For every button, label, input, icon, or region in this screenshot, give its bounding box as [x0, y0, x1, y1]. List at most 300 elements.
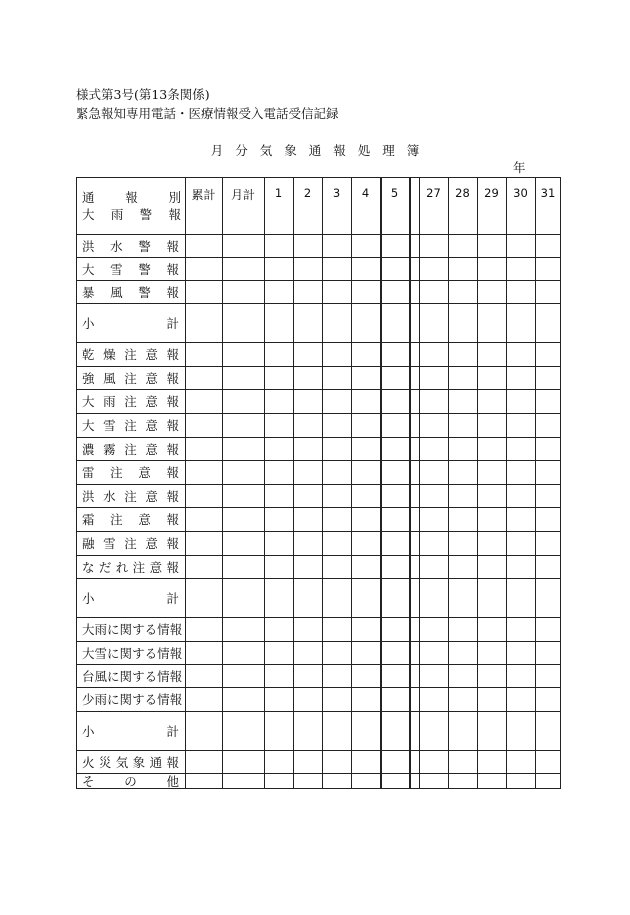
label-glyph: る [144, 692, 158, 707]
table-cell [264, 437, 293, 460]
table-cell [535, 711, 561, 750]
table-cell [322, 531, 351, 555]
table-cell [448, 303, 477, 342]
label-glyph: 雪 [103, 418, 116, 433]
table-cell [322, 366, 351, 389]
row-label [76, 773, 185, 789]
label-glyph: 大 [82, 261, 95, 277]
table-cell [264, 366, 293, 389]
table-cell [351, 413, 380, 437]
table-cell [185, 507, 222, 531]
table-cell [322, 664, 351, 687]
table-cell [380, 484, 409, 507]
table-cell [535, 617, 561, 641]
table-cell [264, 413, 293, 437]
table-cell [222, 234, 264, 257]
table-cell [264, 484, 293, 507]
column-header: 29 [484, 186, 499, 200]
table-cell [448, 437, 477, 460]
table-cell [535, 484, 561, 507]
table-cell [419, 389, 448, 413]
table-cell [222, 773, 264, 789]
row-label [76, 664, 185, 687]
table-cell [477, 389, 506, 413]
table-cell [351, 460, 380, 484]
table-cell [448, 531, 477, 555]
label-glyph: 報 [169, 668, 183, 684]
table-cell [506, 342, 535, 366]
table-cell [419, 507, 448, 531]
table-cell [322, 389, 351, 413]
table-cell [477, 257, 506, 280]
label-glyph: 注 [124, 418, 137, 433]
table-cell [293, 437, 322, 460]
table-cell [351, 389, 380, 413]
table-cell [506, 507, 535, 531]
table-cell [477, 531, 506, 555]
table-cell [477, 413, 506, 437]
row-label [76, 711, 185, 750]
label-glyph: 意 [145, 441, 158, 457]
table-cell [222, 711, 264, 750]
label-glyph: な [82, 559, 95, 575]
label-glyph: す [132, 668, 145, 684]
table-cell [535, 664, 561, 687]
table-cell [322, 342, 351, 366]
label-glyph: 注 [124, 488, 137, 504]
row-label [76, 389, 185, 413]
table-cell [419, 555, 448, 578]
table-cell [351, 617, 380, 641]
form-title: 緊急報知専用電話・医療情報受入電話受信記録 [76, 106, 339, 121]
label-glyph: す [132, 622, 145, 637]
table-cell [185, 641, 222, 664]
label-glyph: 洪 [82, 238, 95, 254]
table-cell [322, 460, 351, 484]
table-cell [477, 234, 506, 257]
label-glyph: 少 [82, 692, 95, 707]
label-glyph: に [107, 645, 120, 661]
column-header: 1 [274, 186, 283, 200]
table-cell [293, 303, 322, 342]
label-glyph: 注 [110, 512, 123, 527]
table-cell [351, 484, 380, 507]
table-cell [380, 507, 409, 531]
label-glyph: の [124, 774, 137, 789]
table-cell [419, 641, 448, 664]
column-header: 3 [332, 186, 341, 200]
row-label [76, 437, 185, 460]
label-glyph: 大 [82, 622, 95, 637]
label-glyph: 意 [145, 418, 158, 433]
label-glyph: 風 [103, 370, 116, 386]
table-cell [535, 366, 561, 389]
table-cell [448, 578, 477, 617]
table-cell [264, 342, 293, 366]
table-cell [448, 750, 477, 773]
label-glyph: 暴 [82, 284, 95, 300]
table-cell [293, 460, 322, 484]
label-glyph: に [107, 692, 120, 707]
table-cell [506, 303, 535, 342]
table-cell [322, 280, 351, 303]
label-glyph: 報 [166, 370, 179, 386]
table-cell [506, 555, 535, 578]
table-cell [506, 641, 535, 664]
table-cell [264, 773, 293, 789]
label-glyph: 警 [138, 284, 151, 300]
label-glyph: 火 [82, 754, 95, 770]
label-glyph: す [132, 645, 145, 661]
table-cell [351, 555, 380, 578]
label-glyph: 雷 [82, 465, 95, 480]
table-cell [264, 389, 293, 413]
label-glyph: 意 [149, 559, 163, 575]
table-cell [535, 460, 561, 484]
table-cell [322, 437, 351, 460]
table-cell [222, 437, 264, 460]
label-glyph: 災 [98, 754, 112, 770]
label-glyph: 霜 [82, 512, 95, 527]
label-glyph: 意 [145, 536, 158, 551]
label-glyph: 警 [138, 238, 151, 254]
label-glyph: 報 [166, 559, 179, 575]
table-cell [380, 257, 409, 280]
table-cell [322, 234, 351, 257]
table-cell [322, 257, 351, 280]
table-cell [477, 687, 506, 711]
ledger-title: 月分気象通報処理簿 [210, 143, 432, 158]
table-cell [293, 664, 322, 687]
table-cell [419, 460, 448, 484]
table-cell [380, 711, 409, 750]
column-divider [409, 177, 411, 789]
label-glyph: に [107, 668, 120, 684]
label-glyph: 注 [110, 465, 123, 480]
table-cell [477, 617, 506, 641]
table-cell [380, 342, 409, 366]
table-cell [293, 750, 322, 773]
table-cell [293, 578, 322, 617]
table-cell [535, 507, 561, 531]
label-glyph: 報 [166, 441, 179, 457]
table-cell [448, 555, 477, 578]
table-cell [506, 234, 535, 257]
table-cell [419, 484, 448, 507]
table-cell [380, 531, 409, 555]
table-cell [351, 234, 380, 257]
table-cell [351, 342, 380, 366]
table-cell [448, 280, 477, 303]
table-cell [185, 460, 222, 484]
table-cell [380, 413, 409, 437]
table-cell [535, 531, 561, 555]
table-cell [477, 664, 506, 687]
table-cell [322, 555, 351, 578]
column-header: 30 [513, 186, 528, 200]
table-cell [419, 773, 448, 789]
column-header: 累計 [191, 188, 216, 202]
label-glyph: 乾 [82, 347, 95, 362]
row-label [76, 413, 185, 437]
row-label [76, 687, 185, 711]
table-cell [448, 664, 477, 687]
label-glyph: 洪 [82, 488, 95, 504]
table-cell [506, 750, 535, 773]
table-cell [185, 711, 222, 750]
row-label [76, 531, 185, 555]
label-glyph: 報 [166, 465, 179, 480]
label-glyph: 報 [169, 692, 183, 707]
table-cell [380, 389, 409, 413]
table-cell [380, 555, 409, 578]
corner-header [76, 177, 185, 234]
row-label [76, 484, 185, 507]
table-cell [293, 531, 322, 555]
table-cell [185, 555, 222, 578]
table-cell [448, 711, 477, 750]
table-cell [448, 617, 477, 641]
row-label [76, 641, 185, 664]
label-glyph: 報 [166, 284, 179, 300]
label-glyph: 大 [82, 418, 95, 433]
label-glyph: 小 [82, 723, 95, 739]
label-glyph: 別 [168, 189, 181, 205]
label-glyph: 雨 [110, 206, 124, 222]
table-cell [380, 303, 409, 342]
label-glyph: す [132, 692, 145, 707]
label-glyph: 雪 [94, 645, 108, 661]
label-glyph: 燥 [103, 347, 116, 362]
table-cell [222, 413, 264, 437]
column-header: 月計 [230, 188, 255, 202]
table-cell [535, 578, 561, 617]
table-cell [185, 531, 222, 555]
label-glyph: 大 [82, 645, 95, 661]
table-cell [185, 342, 222, 366]
table-cell [477, 578, 506, 617]
label-glyph: 雨 [103, 394, 116, 409]
table-cell [448, 257, 477, 280]
row-label [76, 750, 185, 773]
label-glyph: 警 [139, 206, 153, 222]
table-cell [322, 641, 351, 664]
table-cell [185, 413, 222, 437]
table-cell [477, 484, 506, 507]
table-cell [264, 750, 293, 773]
table-cell [419, 234, 448, 257]
table-cell [293, 641, 322, 664]
label-glyph: 他 [166, 774, 179, 789]
label-glyph: る [144, 622, 158, 637]
table-cell [477, 773, 506, 789]
table-cell [506, 664, 535, 687]
year-label: 年 [513, 160, 526, 175]
column-header: 5 [390, 186, 399, 200]
label-glyph: 報 [166, 347, 179, 362]
table-cell [293, 617, 322, 641]
label-glyph: 意 [145, 370, 158, 386]
table-cell [185, 234, 222, 257]
table-cell [506, 711, 535, 750]
table-cell [351, 641, 380, 664]
label-glyph: 雨 [94, 692, 108, 707]
table-cell [351, 280, 380, 303]
table-cell [535, 389, 561, 413]
table-cell [293, 687, 322, 711]
label-glyph: 注 [124, 347, 137, 362]
row-label [76, 617, 185, 641]
table-cell [535, 437, 561, 460]
label-glyph: 注 [124, 441, 137, 457]
table-cell [506, 257, 535, 280]
row-label [76, 303, 185, 342]
label-glyph: 通 [149, 754, 163, 770]
table-cell [477, 711, 506, 750]
label-glyph: 情 [157, 668, 170, 684]
table-cell [293, 234, 322, 257]
table-cell [419, 617, 448, 641]
label-glyph: 報 [166, 418, 179, 433]
table-cell [322, 413, 351, 437]
table-cell [222, 617, 264, 641]
table-cell [351, 257, 380, 280]
table-cell [293, 366, 322, 389]
label-glyph: 風 [110, 284, 123, 300]
label-glyph: 気 [115, 754, 129, 770]
table-cell [380, 750, 409, 773]
label-glyph: 情 [157, 692, 170, 707]
table-cell [448, 234, 477, 257]
table-cell [477, 641, 506, 664]
table-cell [185, 389, 222, 413]
label-glyph: 報 [166, 488, 179, 504]
label-glyph: 水 [110, 238, 123, 254]
table-cell [185, 664, 222, 687]
label-glyph: 風 [94, 668, 108, 684]
table-cell [477, 750, 506, 773]
table-cell [506, 484, 535, 507]
table-cell [222, 280, 264, 303]
label-glyph: 大 [82, 394, 95, 409]
table-cell [448, 342, 477, 366]
table-cell [535, 342, 561, 366]
table-cell [264, 617, 293, 641]
table-cell [506, 531, 535, 555]
label-glyph: 報 [169, 645, 183, 661]
table-cell [293, 257, 322, 280]
table-cell [380, 578, 409, 617]
table-cell [322, 303, 351, 342]
table-cell [477, 366, 506, 389]
label-glyph: 濃 [82, 441, 95, 457]
table-cell [322, 484, 351, 507]
weather-report-table [76, 177, 561, 789]
table-cell [535, 687, 561, 711]
table-cell [222, 507, 264, 531]
table-cell [322, 750, 351, 773]
label-glyph: 計 [166, 723, 179, 739]
label-glyph: 報 [166, 512, 179, 527]
table-cell [222, 303, 264, 342]
table-cell [185, 687, 222, 711]
table-cell [185, 617, 222, 641]
label-glyph: 小 [82, 590, 95, 606]
table-cell [506, 413, 535, 437]
row-label [76, 280, 185, 303]
label-glyph: 雪 [110, 261, 123, 277]
table-cell [351, 437, 380, 460]
row-label [76, 257, 185, 280]
label-glyph: 情 [157, 622, 170, 637]
table-cell [380, 773, 409, 789]
table-cell [351, 507, 380, 531]
label-glyph: 報 [166, 754, 179, 770]
table-cell [448, 773, 477, 789]
table-cell [535, 234, 561, 257]
label-glyph: 意 [145, 347, 158, 362]
table-cell [419, 280, 448, 303]
table-cell [535, 641, 561, 664]
table-cell [419, 366, 448, 389]
table-cell [293, 507, 322, 531]
table-cell [293, 484, 322, 507]
table-cell [222, 664, 264, 687]
table-cell [419, 750, 448, 773]
label-glyph: 計 [166, 590, 179, 606]
table-cell [448, 687, 477, 711]
label-glyph: 水 [103, 488, 116, 504]
column-header: 28 [455, 186, 470, 200]
corner-line-1 [82, 189, 181, 206]
table-cell [293, 555, 322, 578]
table-cell [477, 342, 506, 366]
label-glyph: 報 [169, 622, 183, 637]
column-header: 4 [361, 186, 370, 200]
table-cell [293, 342, 322, 366]
table-cell [506, 366, 535, 389]
table-cell [506, 617, 535, 641]
table-cell [264, 578, 293, 617]
table-cell [185, 257, 222, 280]
table-cell [351, 750, 380, 773]
table-cell [477, 460, 506, 484]
label-glyph: 関 [119, 645, 133, 661]
label-glyph: に [107, 622, 120, 637]
table-cell [222, 750, 264, 773]
table-cell [448, 507, 477, 531]
table-cell [380, 617, 409, 641]
table-cell [506, 460, 535, 484]
table-cell [477, 280, 506, 303]
table-cell [380, 460, 409, 484]
table-cell [351, 366, 380, 389]
label-glyph: 関 [119, 622, 133, 637]
table-cell [222, 484, 264, 507]
table-cell [380, 280, 409, 303]
table-cell [264, 280, 293, 303]
table-cell [264, 687, 293, 711]
label-glyph: 警 [138, 261, 151, 277]
table-cell [222, 460, 264, 484]
table-cell [222, 531, 264, 555]
row-label [76, 555, 185, 578]
table-cell [322, 711, 351, 750]
column-header: 2 [303, 186, 312, 200]
row-label [76, 366, 185, 389]
table-cell [380, 687, 409, 711]
label-glyph: れ [115, 559, 129, 575]
